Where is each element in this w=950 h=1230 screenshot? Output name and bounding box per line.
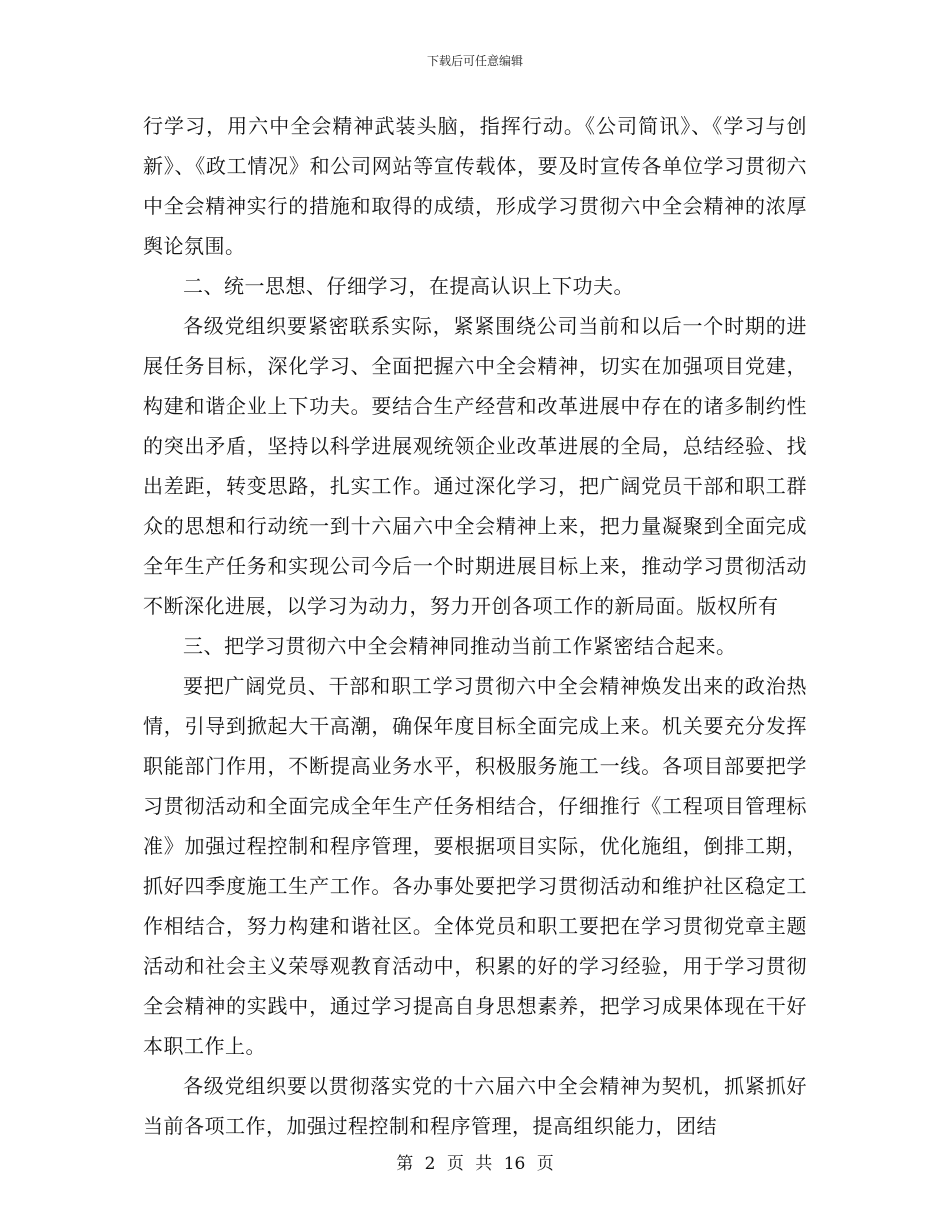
- paragraph-2: 各级党组织要紧密联系实际，紧紧围绕公司当前和以后一个时期的进展任务目标，深化学习、全面把握六中全会精神，切实在加强项目党建，构建和谐企业上下功夫。要结合生产经营和改革进展中存在的诸多制约性的突出矛盾，坚持以科学进展观统领企业改革进展的全局，总结经验、找出差距，转变思路，扎实工作。通过深化学习，把广阔党员干部和职工群众的思想和行动统一到十六届六中全会精神上来，把力量凝聚到全面完成全年生产任务和实现公司今后一个时期进展目标上来，推动学习贯彻活动不断深化进展，以学习为动力，努力开创各项工作的新局面。版权所有: [143, 314, 807, 618]
- section-heading-3: 三、把学习贯彻六中全会精神同推动当前工作紧密结合起来。: [183, 634, 737, 658]
- document-body: [143, 106, 807, 1146]
- paragraph-4: 各级党组织要以贯彻落实党的十六届六中全会精神为契机，抓紧抓好当前各项工作，加强过程控制和程序管理，提高组织能力，团结: [143, 1074, 807, 1138]
- paragraph-1: 行学习，用六中全会精神武装头脑，指挥行动。《公司简讯》、《学习与创新》、《政工情况》和公司网站等宣传载体，要及时宣传各单位学习贯彻六中全会精神实行的措施和取得的成绩，形成学习贯彻六中全会精神的浓厚舆论氛围。: [143, 114, 807, 258]
- page-header: 下载后可任意编辑: [426, 54, 523, 68]
- paragraph-3: 要把广阔党员、干部和职工学习贯彻六中全会精神焕发出来的政治热情，引导到掀起大干高潮，确保年度目标全面完成上来。机关要充分发挥职能部门作用，不断提高业务水平，积极服务施工一线。各项目部要把学习贯彻活动和全面完成全年生产任务相结合，仔细推行《工程项目管理标准》加强过程控制和程序管理，要根据项目实际，优化施组，倒排工期，抓好四季度施工生产工作。各办事处要把学习贯彻活动和维护社区稳定工作相结合，努力构建和谐社区。全体党员和职工要把在学习贯彻党章主题活动和社会主义荣辱观教育活动中，积累的好的学习经验，用于学习贯彻全会精神的实践中，通过学习提高自身思想素养，把学习成果体现在干好本职工作上。: [143, 674, 807, 1058]
- page-number-footer: 第 2 页 共 16 页: [396, 1154, 554, 1174]
- section-heading-2: 二、统一思想、仔细学习，在提高认识上下功夫。: [183, 274, 634, 298]
